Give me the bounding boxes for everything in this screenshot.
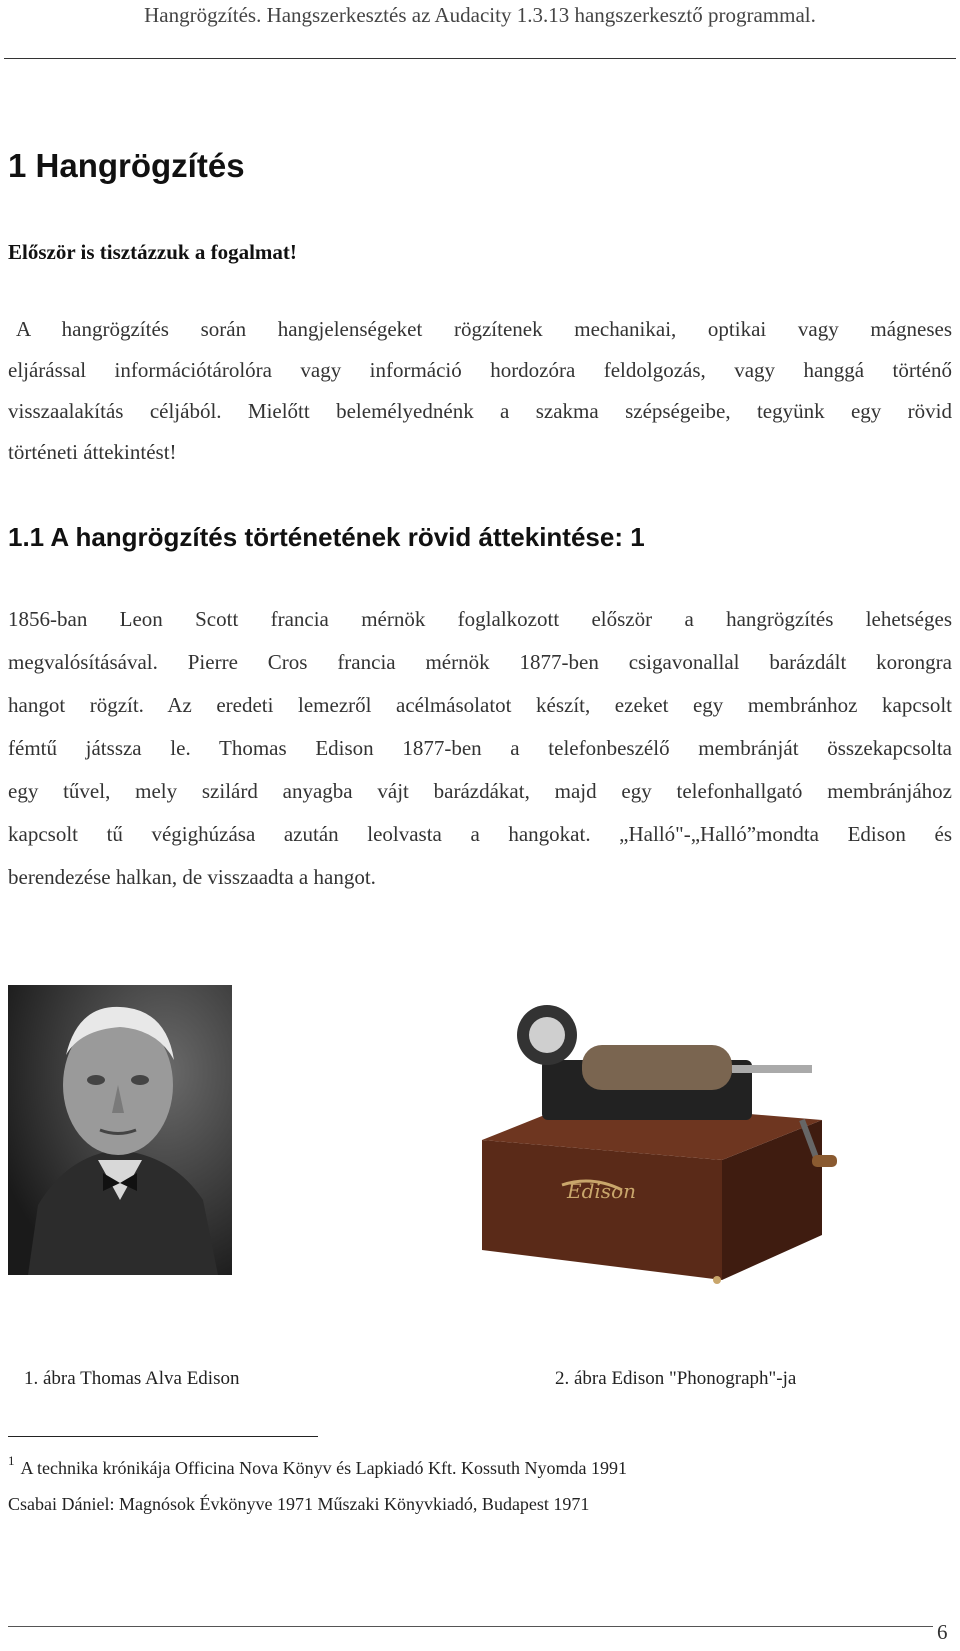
paragraph-line: megvalósításával. Pierre Cros francia mérnök 1877-ben csigavonallal barázdált korongra (8, 650, 952, 674)
paragraph-line: kapcsolt tű végighúzása azután leolvasta a hangokat. „Halló"-„Halló”mondta Edison és (8, 822, 952, 846)
paragraph-line: berendezése halkan, de visszaadta a hangot. (8, 865, 376, 889)
paragraph-line: eljárással információtárolóra vagy információ hordozóra feldolgozás, vagy hanggá történő (8, 358, 952, 382)
paragraph-line: visszaalakítás céljából. Mielőtt belemélyednénk a szakma szépségeibe, tegyünk egy rövid (8, 399, 952, 423)
header-divider (4, 58, 956, 59)
history-paragraph (8, 598, 952, 899)
page-number: 6 (937, 1620, 948, 1644)
footer-divider (8, 1626, 933, 1627)
lead-sentence: Először is tisztázzuk a fogalmat! (8, 240, 297, 264)
paragraph-line: történeti áttekintést! (8, 440, 177, 464)
paragraph-line: fémtű játssza le. Thomas Edison 1877-ben a telefonbeszélő membránját összekapcsolta (8, 736, 952, 760)
figure-caption: 2. ábra Edison "Phonograph"-ja (555, 1368, 797, 1389)
paragraph-line: A hangrögzítés során hangjelenségeket rögzítenek mechanikai, optikai vagy mágneses (16, 317, 952, 341)
footnote (8, 1455, 627, 1479)
section-heading: 1 Hangrögzítés (8, 147, 245, 184)
footnote-marker: 1 (8, 1453, 15, 1468)
svg-text:Edison: Edison (567, 1179, 636, 1203)
paragraph-line: hangot rögzít. Az eredeti lemezről acélmásolatot készít, ezeket egy membránhoz kapcsolt (8, 693, 952, 717)
paragraph-line: egy tűvel, mely szilárd anyagba vájt barázdákat, majd egy telefonhallgató membránjához (8, 779, 952, 803)
footnote-continuation: Csabai Dániel: Magnósok Évkönyve 1971 Műszaki Könyvkiadó, Budapest 1971 (8, 1494, 590, 1514)
intro-paragraph (8, 309, 952, 473)
phonograph-image (472, 990, 842, 1290)
figure-caption: 1. ábra Thomas Alva Edison (24, 1368, 240, 1389)
subsection-heading: 1.1 A hangrögzítés történetének rövid áttekintése: 1 (8, 522, 645, 552)
footnote-divider (8, 1436, 318, 1437)
running-header: Hangrögzítés. Hangszerkesztés az Audacity 1.3.13 hangszerkesztő programmal. (144, 3, 816, 27)
edison-portrait-image (8, 985, 232, 1275)
paragraph-line: 1856-ban Leon Scott francia mérnök foglalkozott először a hangrögzítés lehetséges (8, 607, 952, 631)
footnote-text: A technika krónikája Officina Nova Könyv és Lapkiadó Kft. Kossuth Nyomda 1991 (20, 1458, 628, 1478)
